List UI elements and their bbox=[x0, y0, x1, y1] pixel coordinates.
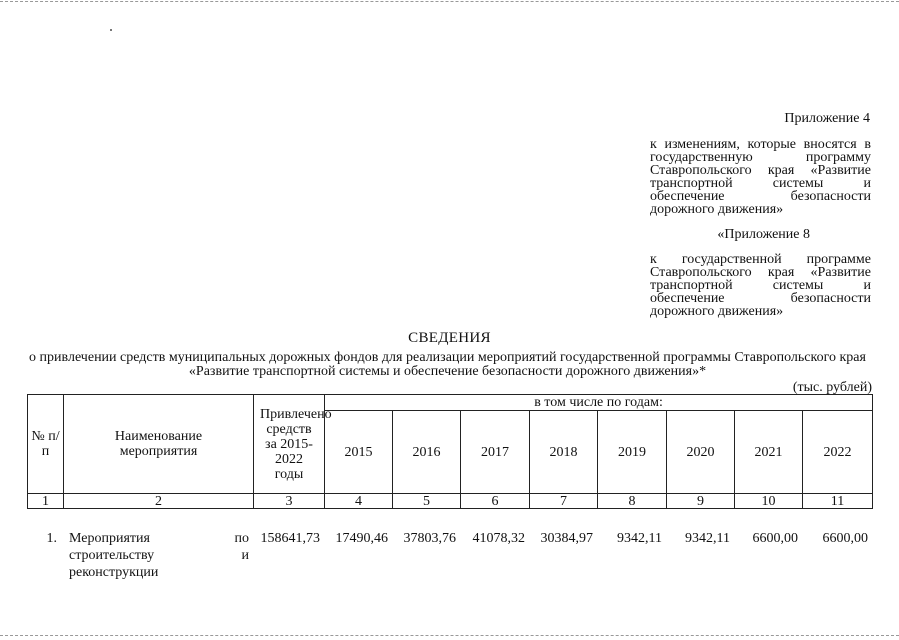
bottom-dashed-rule bbox=[0, 635, 899, 636]
header-name: Наименование мероприятия bbox=[64, 395, 254, 494]
column-number: 10 bbox=[735, 494, 803, 509]
column-number: 3 bbox=[254, 494, 325, 509]
row-value: 6600,00 bbox=[752, 531, 798, 546]
annex-ref-body: к государственной программе Ставропольского края «Развитие транспортной системы и обеспечение безопасности дорожного движения» bbox=[650, 252, 871, 319]
top-dashed-rule bbox=[0, 1, 899, 2]
row-value: 17490,46 bbox=[335, 531, 388, 546]
header-year: 2020 bbox=[667, 411, 735, 494]
column-number: 1 bbox=[28, 494, 64, 509]
column-number: 5 bbox=[393, 494, 461, 509]
header-year: 2018 bbox=[530, 411, 598, 494]
annex-body: к изменениям, которые вносятся в государственную программу Ставропольского края «Развитие транспортной системы и обеспечение безопасности дорожного движения» bbox=[650, 137, 871, 217]
header-year: 2015 bbox=[325, 411, 393, 494]
row-value: 30384,97 bbox=[540, 531, 593, 546]
data-table-header bbox=[27, 394, 873, 509]
row-value: 41078,32 bbox=[472, 531, 525, 546]
header-year: 2017 bbox=[461, 411, 530, 494]
header-total: Привлечено средств за 2015-2022 годы bbox=[254, 395, 325, 494]
table-row bbox=[27, 530, 872, 581]
header-number: № п/п bbox=[28, 395, 64, 494]
header-year: 2019 bbox=[598, 411, 667, 494]
scan-speck bbox=[110, 29, 112, 31]
header-year: 2016 bbox=[393, 411, 461, 494]
header-years-group: в том числе по годам: bbox=[325, 395, 873, 411]
row-name: Мероприятия по строительству и реконструкции bbox=[69, 531, 249, 580]
document-heading: СВЕДЕНИЯ bbox=[408, 330, 491, 346]
data-table-body bbox=[27, 530, 872, 581]
row-value: 37803,76 bbox=[403, 531, 456, 546]
column-number: 9 bbox=[667, 494, 735, 509]
annex-ref-title: «Приложение 8 bbox=[717, 227, 810, 242]
document-subtitle: о привлечении средств муниципальных дорожных фондов для реализации мероприятий государственной программы Ставропольского края «Развитие транспортной системы и обеспечение безопасности дорожного движения»* bbox=[29, 350, 866, 379]
row-total: 158641,73 bbox=[260, 531, 320, 546]
column-number: 11 bbox=[803, 494, 873, 509]
row-number: 1. bbox=[46, 531, 57, 546]
header-year: 2021 bbox=[735, 411, 803, 494]
row-value: 9342,11 bbox=[617, 531, 662, 546]
header-year: 2022 bbox=[803, 411, 873, 494]
column-number: 2 bbox=[64, 494, 254, 509]
row-value: 9342,11 bbox=[685, 531, 730, 546]
column-number: 7 bbox=[530, 494, 598, 509]
column-number: 4 bbox=[325, 494, 393, 509]
units-label: (тыс. рублей) bbox=[792, 380, 872, 395]
column-number: 6 bbox=[461, 494, 530, 509]
column-number: 8 bbox=[598, 494, 667, 509]
row-value: 6600,00 bbox=[822, 531, 868, 546]
annex-title: Приложение 4 bbox=[784, 111, 870, 126]
